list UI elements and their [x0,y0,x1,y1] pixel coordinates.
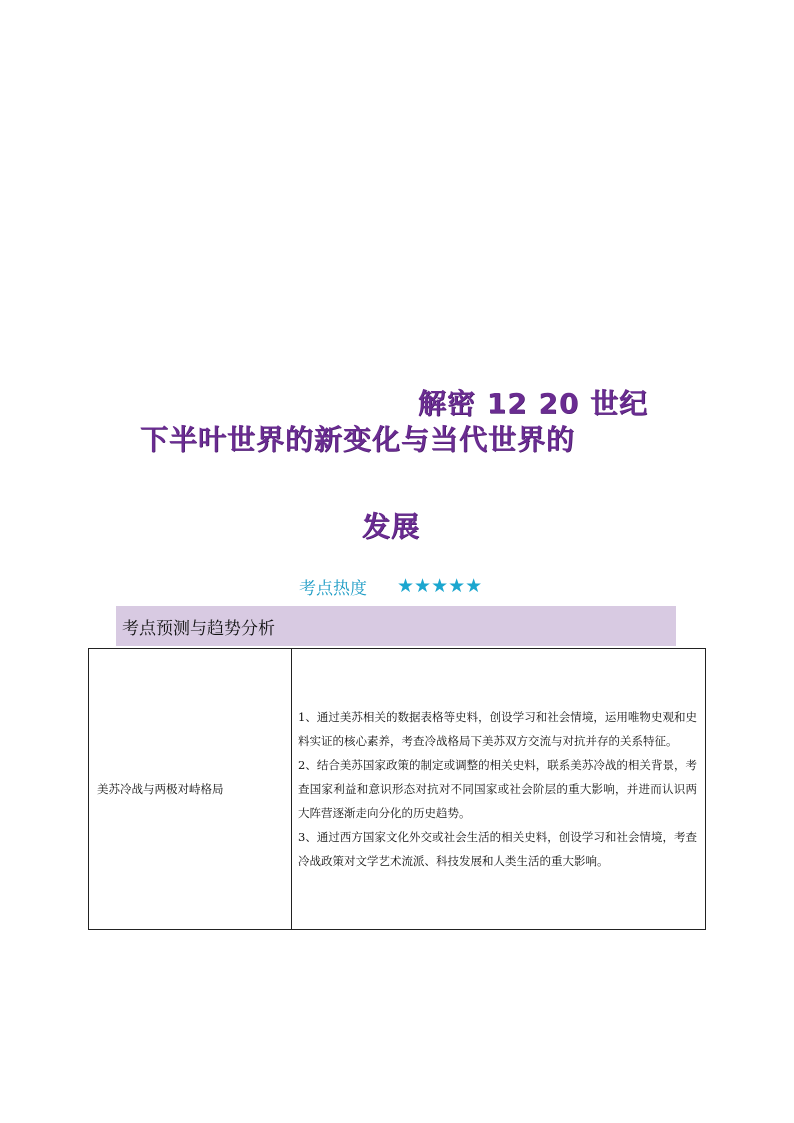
analysis-point: 1、通过美苏相关的数据表格等史料，创设学习和社会情境，运用唯物史观和史料实证的核心素养，考查冷战格局下美苏双方交流与对抗并存的关系特征。 [298,710,697,748]
star-rating-icon: ★★★★★ [397,575,483,597]
analysis-point: 3、通过西方国家文化外交或社会生活的相关史料，创设学习和社会情境，考查冷战政策对文学艺术流派、科技发展和人类生活的重大影响。 [298,830,697,868]
section-header [116,606,676,646]
analysis-point: 2、结合美苏国家政策的制定或调整的相关史料，联系美苏冷战的相关背景，考查国家利益和意识形态对抗对不同国家或社会阶层的重大影响，并进而认识两大阵营逐渐走向分化的历史趋势。 [298,758,697,820]
topic-cell [89,649,292,930]
document-title-line-1: 解密 12 20 世纪 [418,387,649,420]
exam-points-table [88,648,706,930]
table-row [89,649,706,930]
heat-label: 考点热度 [299,578,367,599]
document-title-line-3: 发展 [362,510,421,543]
document-title-line-2: 下半叶世界的新变化与当代世界的 [140,423,576,456]
section-title: 考点预测与趋势分析 [122,618,275,639]
heat-rating-row [299,572,482,600]
topic-text: 美苏冷战与两极对峙格局 [97,782,224,796]
content-cell [292,649,706,930]
